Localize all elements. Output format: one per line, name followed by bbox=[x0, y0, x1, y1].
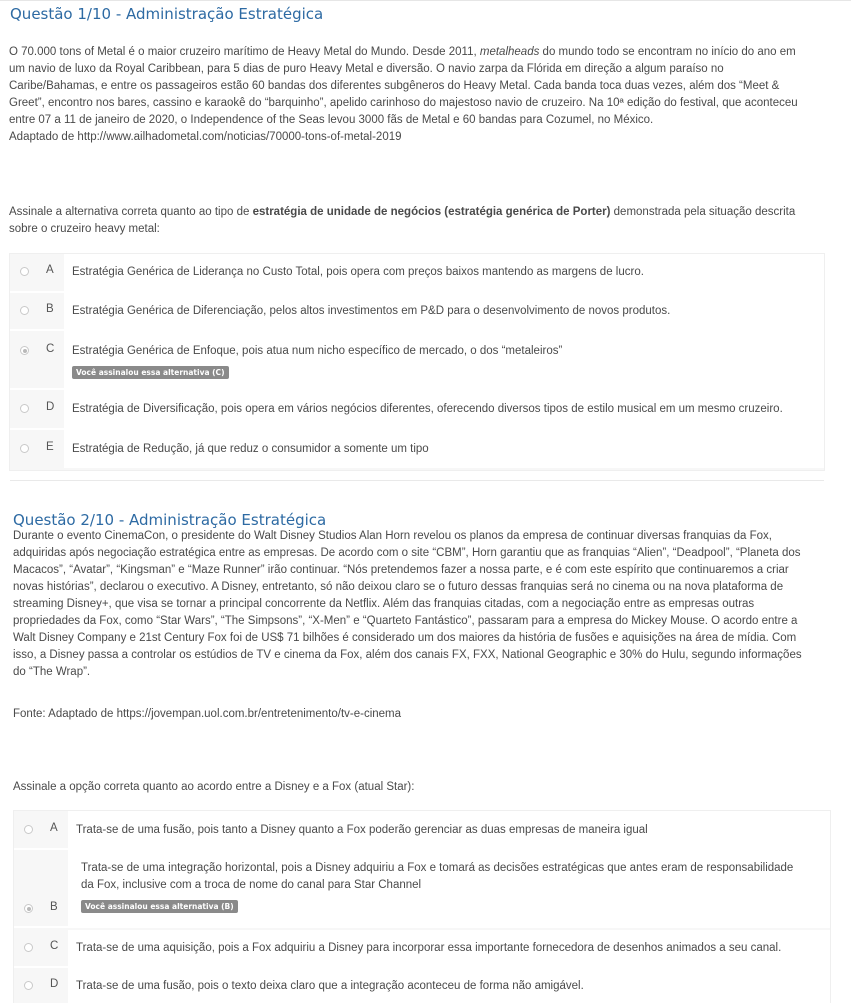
top-border bbox=[0, 0, 851, 1]
radio-button[interactable] bbox=[20, 444, 29, 453]
radio-button[interactable] bbox=[24, 981, 33, 990]
selected-badge: Você assinalou essa alternativa (C) bbox=[72, 366, 229, 379]
q2-text-line: streaming Disney+, que visa se tornar a principal concorrente da Netflix. Além das franquias citadas, com a negociação entre as empresas outras bbox=[13, 598, 755, 610]
option-text: Estratégia Genérica de Enfoque, pois atua num nicho específico de mercado, o dos “metaleiros” bbox=[72, 345, 563, 357]
question-2-text bbox=[13, 528, 830, 681]
question-1-prompt: Assinale a alternativa correta quanto ao tipo de estratégia de unidade de negócios (estratégia genérica de Porter) demonstrada pela situação descrita sobre o cruzeiro heavy metal: bbox=[9, 206, 796, 235]
selected-badge: Você assinalou essa alternativa (B) bbox=[81, 900, 238, 913]
option-text: Estratégia de Redução, já que reduz o consumidor a somente um tipo bbox=[72, 443, 429, 455]
q2-text-line: propriedades da Fox, como “Star Wars”, “The Simpsons”, “X-Men” e “Quarteto Fantástico”, passaram para a empresa do Mickey Mouse. O acordo entre a bbox=[13, 615, 798, 627]
question-1-text bbox=[9, 44, 839, 146]
option-text: Trata-se de uma fusão, pois tanto a Disney quanto a Fox poderão gerenciar as duas empresas de maneira igual bbox=[76, 824, 648, 836]
question-1-options bbox=[9, 253, 825, 471]
option-letter: B bbox=[46, 303, 54, 315]
option-text: Estratégia Genérica de Diferenciação, pelos altos investimentos em P&D para o desenvolvimento de novos produtos. bbox=[72, 305, 671, 317]
q2-option-b-content bbox=[81, 860, 821, 913]
q1-text-line-4: Greet”, encontro nos bares, cassino e karaokê do “barquinho”, apelido carinhoso do majestoso navio de cruzeiro. Na 10ª edição do festival, que aconteceu bbox=[9, 97, 798, 109]
q1-option-e[interactable] bbox=[10, 430, 824, 468]
option-text: Estratégia de Diversificação, pois opera em vários negócios diferentes, oferecendo diversos tipos de estilo musical em um mesmo cruzeiro. bbox=[72, 403, 783, 415]
option-letter: C bbox=[46, 343, 55, 355]
radio-button-selected[interactable] bbox=[20, 346, 29, 355]
q2-text-line: do “The Wrap”. bbox=[13, 666, 91, 678]
question-2-source: Fonte: Adaptado de https://jovempan.uol.com.br/entretenimento/tv-e-cinema bbox=[13, 708, 402, 720]
option-text: Estratégia Genérica de Liderança no Custo Total, pois opera com preços baixos mantendo as margens de lucro. bbox=[72, 266, 644, 278]
radio-button[interactable] bbox=[24, 943, 33, 952]
question-2-title: Questão 2/10 - Administração Estratégica bbox=[13, 511, 327, 529]
option-letter: D bbox=[46, 401, 55, 413]
question-divider bbox=[10, 480, 824, 481]
q1-text-line-2: um navio de luxo da Royal Caribbean, para 5 dias de puro Heavy Metal e diversão. O navio zarpa da Flórida em direção a algum paraíso no bbox=[9, 63, 724, 75]
q1-source: Adaptado de http://www.ailhadometal.com/noticias/70000-tons-of-metal-2019 bbox=[9, 131, 402, 143]
q2-option-c[interactable] bbox=[14, 930, 830, 968]
q2-text-line: Macacos”, “Avatar”, “Kingsman” e “Maze Runner” irão continuar. “Nós pretendemos fazer a nossa parte, e é com este espírito que continuaremos a criar bbox=[13, 564, 789, 576]
option-letter: C bbox=[50, 940, 59, 952]
option-letter: A bbox=[46, 264, 54, 276]
q1-text-line-3: Caribe/Bahamas, e entre os passageiros estão 60 bandas dos diferentes subgêneros do Heavy Metal. Cada banda toca duas vezes, além dos “Meet & bbox=[9, 80, 780, 92]
q2-text-line: Walt Disney Company e 21st Century Fox foi de US$ 71 bilhões é considerado um dos maiores da história de fusões e aquisições na área de mídia. Com bbox=[13, 632, 797, 644]
q1-option-d[interactable] bbox=[10, 390, 824, 430]
option-letter: B bbox=[50, 901, 58, 913]
q1-option-a[interactable] bbox=[10, 254, 824, 293]
q1-option-b[interactable] bbox=[10, 293, 824, 331]
q2-text-line: Durante o evento CinemaCon, o presidente do Walt Disney Studios Alan Horn revelou os planos da empresa de continuar diversas franquias da Fox, bbox=[13, 530, 772, 542]
q2-option-d[interactable] bbox=[14, 968, 830, 1004]
option-letter: A bbox=[50, 822, 58, 834]
option-text: Trata-se de uma integração horizontal, pois a Disney adquiriu a Fox e tomará as decisões estratégicas que antes eram de responsabilidade bbox=[81, 862, 794, 874]
radio-button[interactable] bbox=[20, 306, 29, 315]
q1-text-line-5: entre 07 a 11 de janeiro de 2020, o Independence of the Seas levou 3000 fãs de Metal e 60 bandas para Cozumel, no México. bbox=[9, 114, 654, 126]
option-text: Trata-se de uma aquisição, pois a Fox adquiriu a Disney para incorporar essa importante fornecedora de desenhos animados a seu canal. bbox=[76, 942, 782, 954]
option-text: Trata-se de uma fusão, pois o texto deixa claro que a integração aconteceu de forma não amigável. bbox=[76, 980, 584, 992]
q2-text-line: adquiridas após negociação estratégica entre as empresas. De acordo com o site “CBM”, Horn garantiu que as franquias “Alien”, “Deadpool”, “Planeta dos bbox=[13, 547, 801, 559]
option-text-line-2: da Fox, inclusive com a troca de nome do canal para Star Channel bbox=[81, 879, 422, 891]
q1-text-line-1: O 70.000 tons of Metal é o maior cruzeiro marítimo de Heavy Metal do Mundo. Desde 2011, metalheads do mundo todo se encontram no início do ano em bbox=[9, 46, 796, 58]
question-2-prompt: Assinale a opção correta quanto ao acordo entre a Disney e a Fox (atual Star): bbox=[13, 781, 415, 793]
option-letter: D bbox=[50, 978, 59, 990]
radio-button-selected[interactable] bbox=[24, 904, 33, 913]
radio-button[interactable] bbox=[24, 825, 33, 834]
q1-option-c[interactable] bbox=[10, 331, 824, 390]
q2-option-a[interactable] bbox=[14, 811, 830, 850]
radio-button[interactable] bbox=[20, 267, 29, 276]
radio-button[interactable] bbox=[20, 404, 29, 413]
option-letter: E bbox=[46, 441, 54, 453]
question-1-title: Questão 1/10 - Administração Estratégica bbox=[10, 5, 324, 23]
q2-text-line: isso, a Disney passa a controlar os estúdios de TV e cinema da Fox, além dos canais FX, FXX, National Geographic e 30% do Hulu, segundo informações bbox=[13, 649, 802, 661]
q2-text-line: novas histórias”, declarou o executivo. A Disney, entretanto, só não deixou claro se o futuro dessas franquias será no cinema ou na nova plataforma de bbox=[13, 581, 784, 593]
